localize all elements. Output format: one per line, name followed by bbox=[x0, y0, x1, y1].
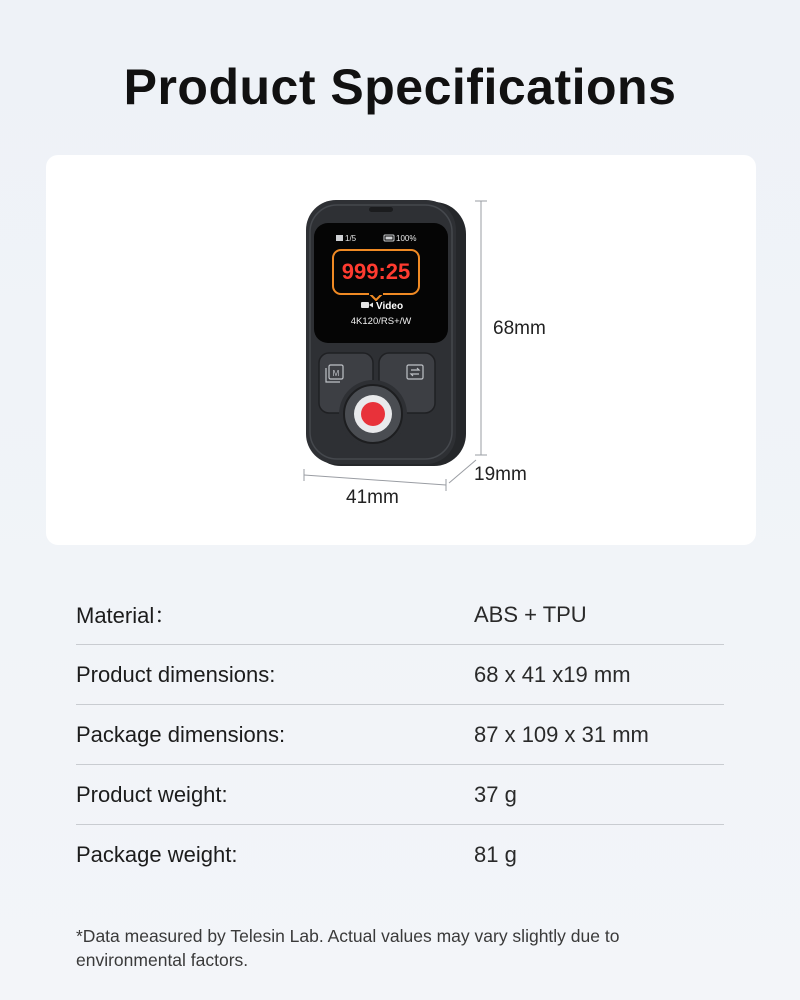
spec-label: Product dimensions: bbox=[76, 661, 276, 687]
resolution-label: 4K120/RS+/W bbox=[350, 316, 412, 327]
recording-timer: 999:25 bbox=[341, 259, 411, 284]
page-title: Product Specifications bbox=[123, 59, 677, 115]
mode-label: Video bbox=[376, 301, 404, 312]
product-image-card bbox=[46, 155, 756, 545]
spec-label: Material： bbox=[76, 603, 177, 628]
depth-dimension-line bbox=[449, 460, 476, 483]
spec-row-material bbox=[76, 585, 724, 645]
spec-value: 37 g bbox=[474, 781, 517, 807]
width-dimension-line bbox=[304, 475, 446, 485]
spec-row-package-dimensions bbox=[76, 705, 724, 765]
spec-label: Package weight: bbox=[76, 841, 238, 867]
depth-dimension-label: 19mm bbox=[474, 464, 527, 485]
spec-row-product-dimensions bbox=[76, 645, 724, 705]
spec-row-product-weight bbox=[76, 765, 724, 825]
width-dimension-label: 41mm bbox=[346, 487, 399, 508]
spec-value: 87 x 109 x 31 mm bbox=[474, 721, 649, 747]
mode-button-glyph: M bbox=[332, 369, 340, 378]
spec-label: Package dimensions: bbox=[76, 721, 286, 747]
photo-count-icon bbox=[336, 235, 343, 241]
spec-label: Product weight: bbox=[76, 781, 228, 807]
spec-table bbox=[76, 585, 724, 884]
spec-row-package-weight bbox=[76, 825, 724, 884]
record-dot bbox=[361, 402, 385, 426]
photo-count: 1/5 bbox=[345, 234, 357, 243]
footnote: *Data measured by Telesin Lab. Actual values may vary slightly due to environmental factors. bbox=[76, 925, 620, 970]
battery-level: 100% bbox=[396, 234, 417, 243]
spec-value: ABS + TPU bbox=[474, 601, 587, 627]
spec-value: 81 g bbox=[474, 841, 517, 867]
remote-illustration bbox=[46, 155, 756, 545]
height-dimension-label: 68mm bbox=[493, 318, 546, 339]
spec-value: 68 x 41 x19 mm bbox=[474, 661, 631, 687]
remote-device bbox=[306, 200, 466, 466]
